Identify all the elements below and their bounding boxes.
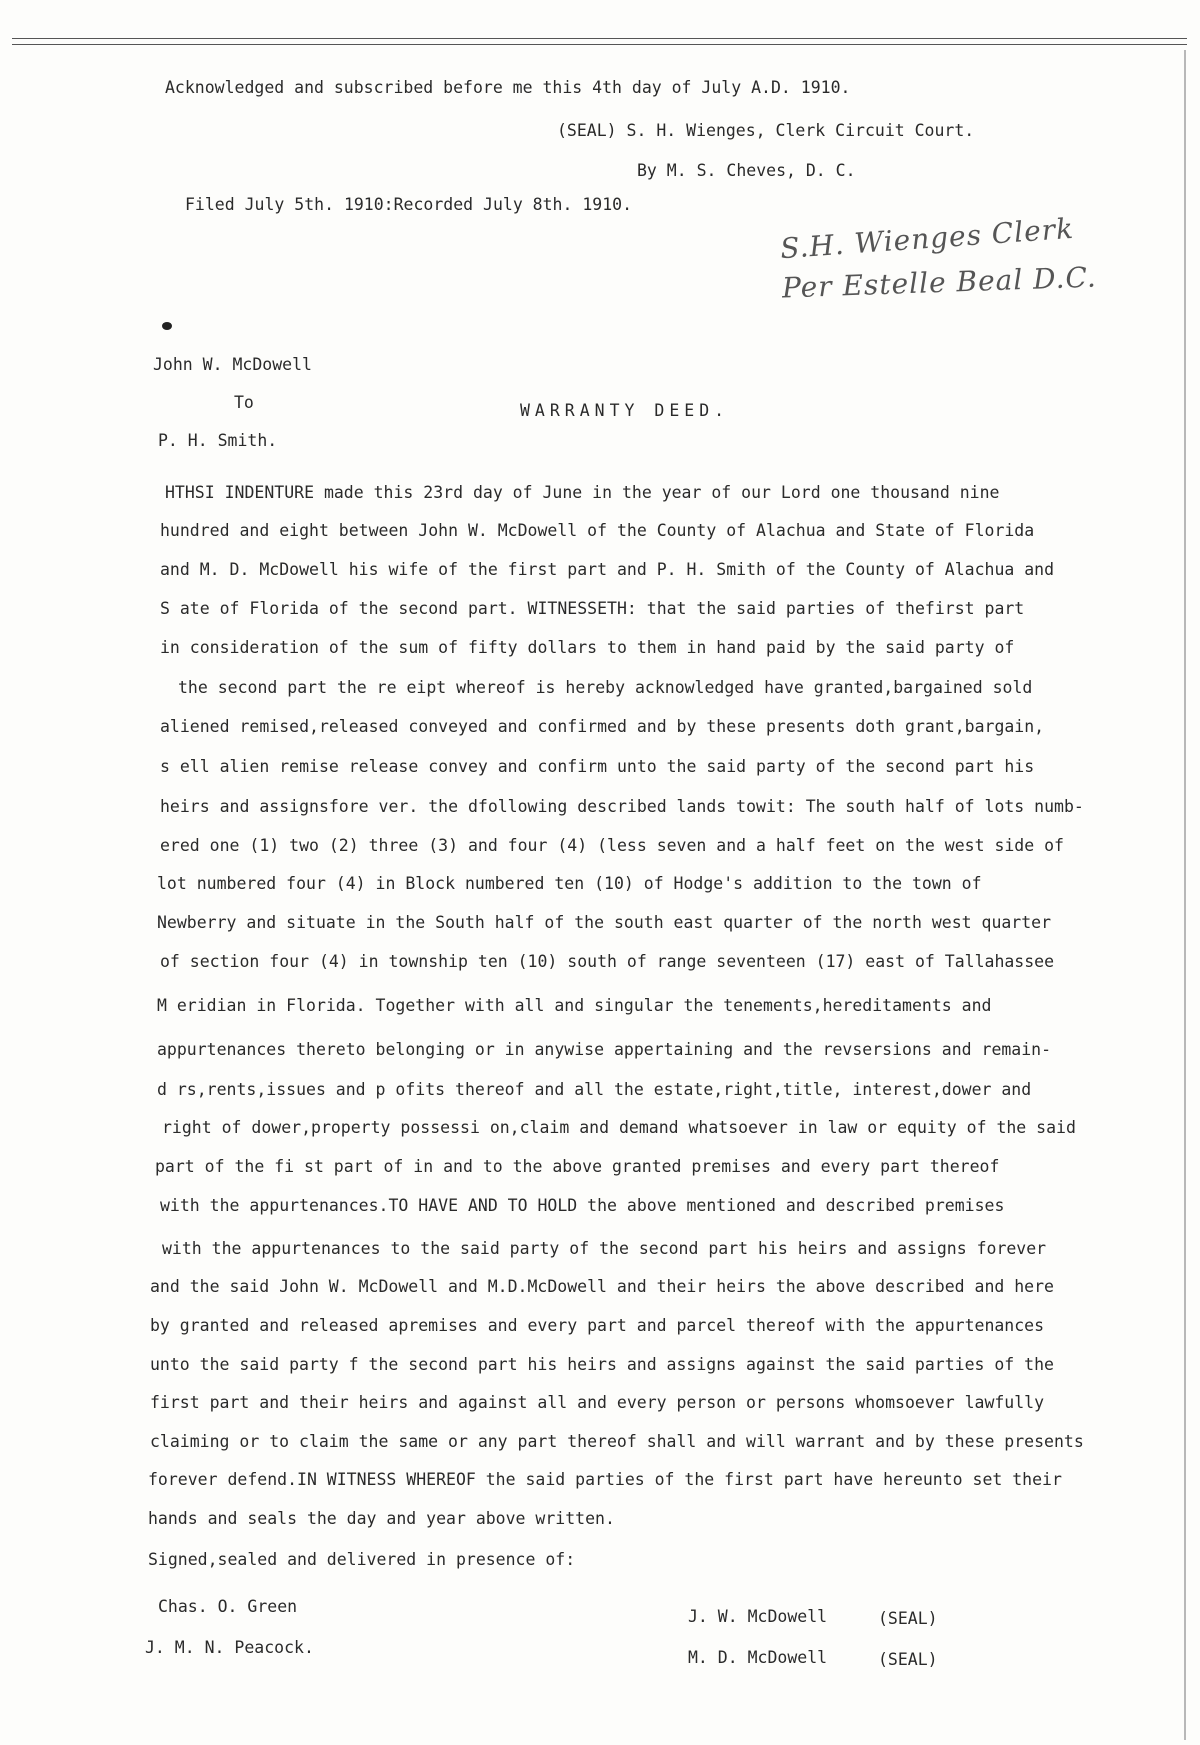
signatory-name: M. D. McDowell	[688, 1648, 828, 1667]
witness-name: Chas. O. Green	[158, 1597, 298, 1616]
body-line: d rs,rents,issues and p ofits thereof and all the estate,right,title, interest,dower and	[157, 1080, 1032, 1099]
body-line: in consideration of the sum of fifty dollars to them in hand paid by the said party of	[160, 638, 1015, 657]
body-line: claiming or to claim the same or any part thereof shall and will warrant and by these presents	[150, 1432, 1084, 1451]
body-line: M eridian in Florida. Together with all and singular the tenements,hereditaments and	[157, 996, 992, 1015]
page-edge	[1184, 50, 1186, 1740]
body-line: by granted and released apremises and every part and parcel thereof with the appurtenances	[150, 1316, 1045, 1335]
acknowledgement-line: Acknowledged and subscribed before me this 4th day of July A.D. 1910.	[165, 78, 851, 97]
body-line: with the appurtenances.TO HAVE AND TO HOLD the above mentioned and described premises	[160, 1196, 1005, 1215]
body-line: ered one (1) two (2) three (3) and four (4) (less seven and a half feet on the west side of	[160, 836, 1064, 855]
body-line: first part and their heirs and against all and every person or persons whomsoever lawfully	[150, 1393, 1045, 1412]
clerk-signature-line-1: S.H. Wienges Clerk	[779, 211, 1076, 266]
top-rule	[12, 38, 1187, 39]
deputy-clerk-line: By M. S. Cheves, D. C.	[637, 161, 856, 180]
body-line: Newberry and situate in the South half of the south east quarter of the north west quarter	[157, 913, 1052, 932]
body-line: unto the said party f the second part his heirs and assigns against the said parties of the	[150, 1355, 1054, 1374]
body-line: hundred and eight between John W. McDowell of the County of Alachua and State of Florida	[160, 521, 1035, 540]
seal-label: (SEAL)	[878, 1650, 938, 1669]
body-line: and the said John W. McDowell and M.D.McDowell and their heirs the above described and here	[150, 1277, 1054, 1296]
body-line: heirs and assignsfore ver. the dfollowing described lands towit: The south half of lots numb-	[160, 797, 1084, 816]
body-line: aliened remised,released conveyed and confirmed and by these presents doth grant,bargain,	[160, 717, 1045, 736]
ink-mark	[162, 322, 172, 330]
clerk-seal-line: (SEAL) S. H. Wienges, Clerk Circuit Court.	[557, 121, 975, 140]
body-line: and M. D. McDowell his wife of the first part and P. H. Smith of the County of Alachua and	[160, 560, 1055, 579]
body-line: hands and seals the day and year above written.	[148, 1509, 615, 1528]
body-line: HTHSI INDENTURE made this 23rd day of June in the year of our Lord one thousand nine	[165, 483, 1000, 502]
grantor-name: John W. McDowell	[153, 355, 312, 374]
body-line: lot numbered four (4) in Block numbered ten (10) of Hodge's addition to the town of	[157, 874, 982, 893]
body-line: of section four (4) in township ten (10) south of range seventeen (17) east of Tallahassee	[160, 952, 1055, 971]
to-label: To	[234, 393, 254, 412]
filed-recorded-line: Filed July 5th. 1910:Recorded July 8th. 1910.	[185, 195, 633, 214]
body-line: the second part the re eipt whereof is hereby acknowledged have granted,bargained sold	[178, 678, 1033, 697]
signatory-name: J. W. McDowell	[688, 1607, 828, 1626]
clerk-signature-line-2: Per Estelle Beal D.C.	[781, 260, 1098, 305]
witness-name: J. M. N. Peacock.	[145, 1638, 314, 1657]
body-line: S ate of Florida of the second part. WITNESSETH: that the said parties of thefirst part	[160, 599, 1025, 618]
witness-intro: Signed,sealed and delivered in presence of:	[148, 1550, 576, 1569]
seal-label: (SEAL)	[878, 1609, 938, 1628]
body-line: with the appurtenances to the said party of the second part his heirs and assigns forever	[162, 1239, 1047, 1258]
body-line: right of dower,property possessi on,claim and demand whatsoever in law or equity of the said	[162, 1118, 1076, 1137]
top-rule-secondary	[12, 44, 1187, 45]
document-title: WARRANTY DEED.	[520, 401, 730, 420]
body-line: s ell alien remise release convey and confirm unto the said party of the second part his	[160, 757, 1035, 776]
grantee-name: P. H. Smith.	[158, 431, 278, 450]
body-line: part of the fi st part of in and to the above granted premises and every part thereof	[155, 1157, 1000, 1176]
body-line: forever defend.IN WITNESS WHEREOF the said parties of the first part have hereunto set their	[148, 1470, 1062, 1489]
body-line: appurtenances thereto belonging or in anywise appertaining and the revsersions and remain-	[157, 1040, 1052, 1059]
